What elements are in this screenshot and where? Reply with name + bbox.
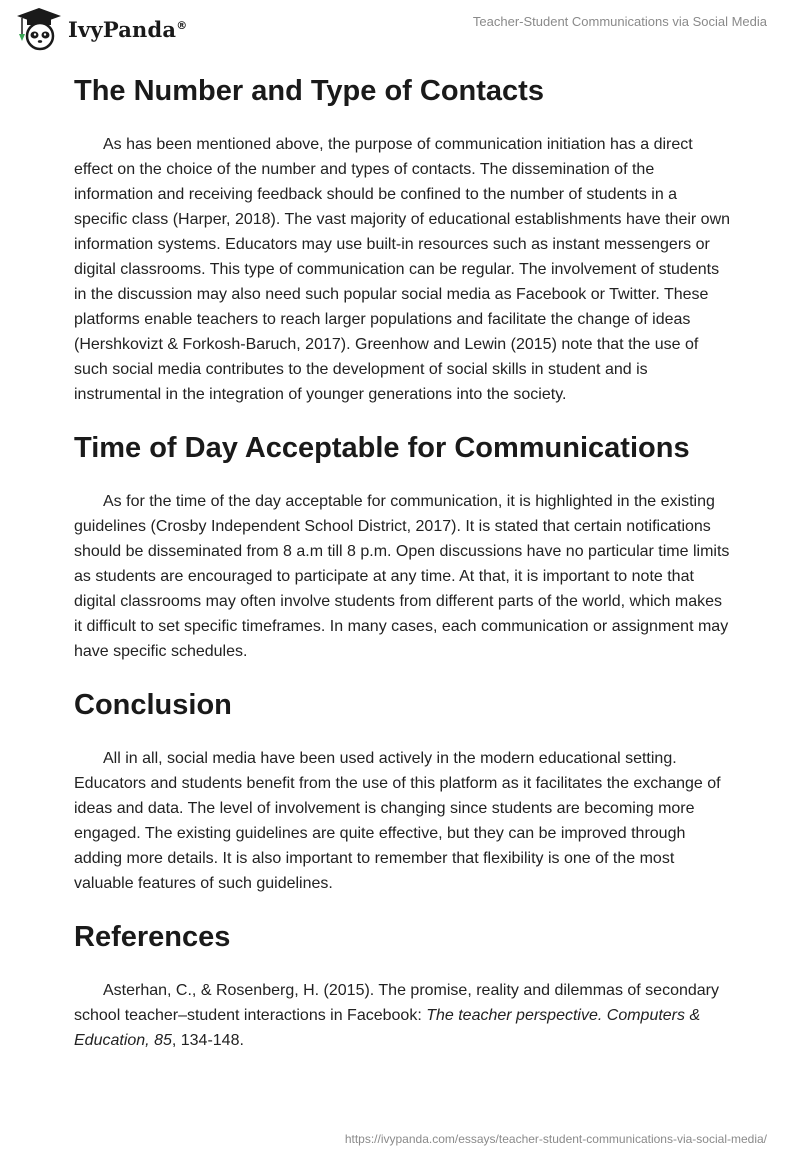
section-paragraph: As for the time of the day acceptable for communication, it is highlighted in the existing guidelines (Crosby Independent School District, 2017). It is stated that certain notifications should be disseminated from 8 a.m till 8 p.m. Open discussions have no particular time limits as students are encouraged to participate at any time. At that, it is important to note that digital classrooms may often involve students from different parts of the world, which makes it difficult to set specific timeframes. In many cases, each communication or assignment may have specific schedules. xyxy=(74,493,730,660)
section-time-of-day xyxy=(74,427,734,664)
panda-graduate-icon xyxy=(14,6,64,52)
logo-wordmark: IvyPanda® xyxy=(68,16,188,42)
section-heading: References xyxy=(74,921,231,953)
page-header xyxy=(0,0,800,64)
section-references xyxy=(74,916,734,1053)
section-heading: Conclusion xyxy=(74,689,232,721)
section-conclusion xyxy=(74,684,734,896)
section-paragraph: All in all, social media have been used actively in the modern educational setting. Educators and students benefit from the use of this platform as it facilitates the exchange of ideas and data. The level of involvement is changing since students are becoming more engaged. The existing guidelines are quite effective, but they can be improved through adding more details. It is also important to remember that flexibility is one of the most valuable features of such guidelines. xyxy=(74,750,721,892)
document-title: Teacher-Student Communications via Social Media xyxy=(472,14,767,29)
section-heading: The Number and Type of Contacts xyxy=(74,75,544,107)
ivypanda-logo[interactable] xyxy=(14,6,187,52)
essay-content xyxy=(74,70,734,1053)
section-number-and-type-of-contacts xyxy=(74,70,734,407)
source-url[interactable]: https://ivypanda.com/essays/teacher-student-communications-via-social-media/ xyxy=(344,1132,767,1146)
reference-item: Asterhan, C., & Rosenberg, H. (2015). The promise, reality and dilemmas of secondary school teacher–student interactions in Facebook: The teacher perspective. Computers & Education, 85, 134-148. xyxy=(74,982,719,1049)
section-heading: Time of Day Acceptable for Communications xyxy=(74,432,690,464)
section-paragraph: As has been mentioned above, the purpose of communication initiation has a direct effect on the choice of the number and types of contacts. The dissemination of the information and receiving feedback should be confined to the number of students in a specific class (Harper, 2018). The vast majority of educational establishments have their own information systems. Educators may use built-in resources such as instant messengers or digital classrooms. This type of communication can be regular. The involvement of students in the discussion may also need such popular social media as Facebook or Twitter. These platforms enable teachers to reach larger populations and facilitate the change of ideas (Hershkovizt & Forkosh-Baruch, 2017). Greenhow and Lewin (2015) note that the use of such social media contributes to the development of social skills in student and is instrumental in the integration of younger generations into the society. xyxy=(74,136,731,403)
